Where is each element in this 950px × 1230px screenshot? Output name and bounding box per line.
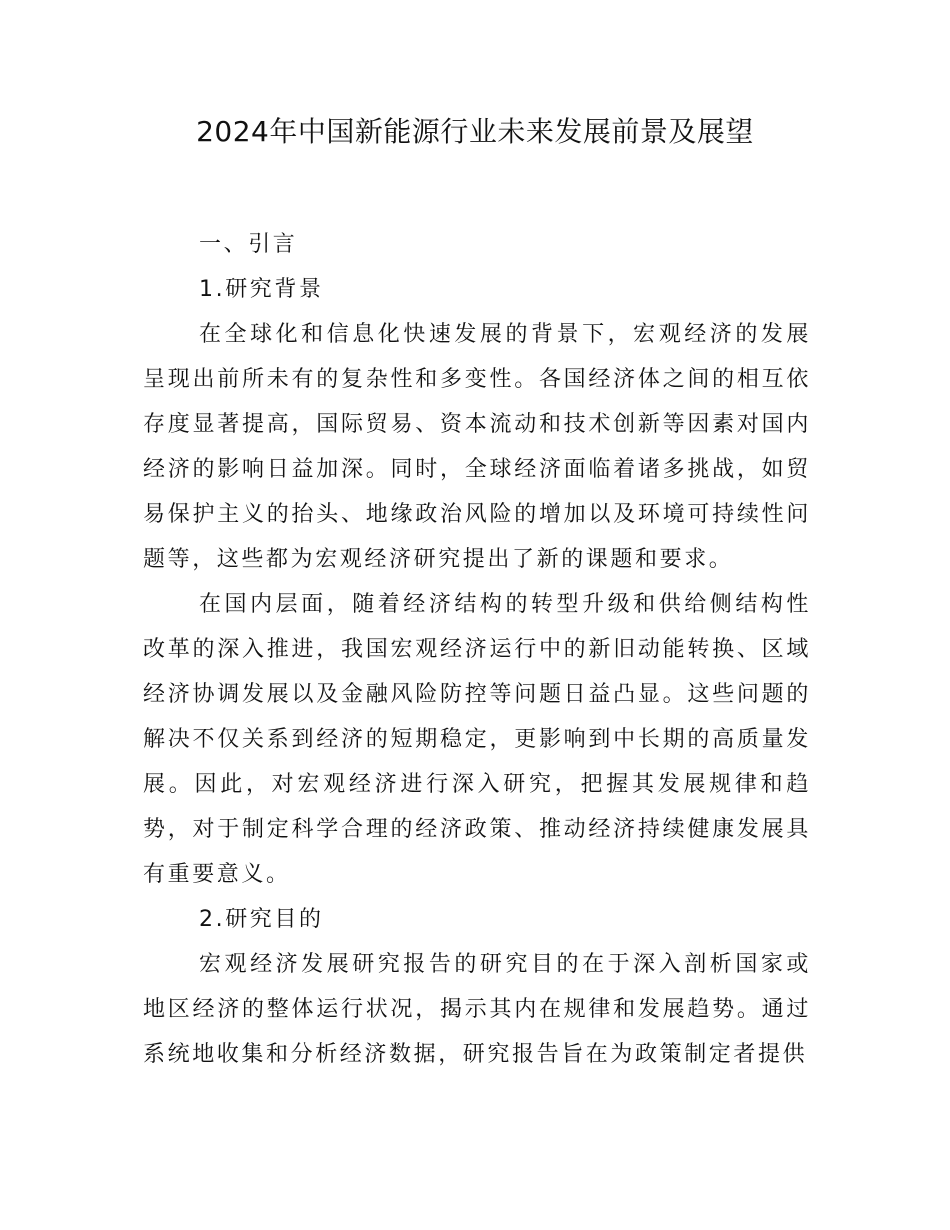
paragraph-purpose: 宏观经济发展研究报告的研究目的在于深入剖析国家或地区经济的整体运行状况，揭示其内在规律和发展趋势。通过系统地收集和分析经济数据，研究报告旨在为政策制定者提供 bbox=[143, 952, 811, 1067]
document-body bbox=[143, 222, 811, 1077]
subsection-heading-research-background: 1.研究背景 bbox=[199, 277, 324, 302]
paragraph-background-domestic: 在国内层面，随着经济结构的转型升级和供给侧结构性改革的深入推进，我国宏观经济运行中的新旧动能转换、区域经济协调发展以及金融风险防控等问题日益凸显。这些问题的解决不仅关系到经济的短期稳定，更影响到中长期的高质量发展。因此，对宏观经济进行深入研究，把握其发展规律和趋势，对于制定科学合理的经济政策、推动经济持续健康发展具有重要意义。 bbox=[143, 592, 811, 887]
paragraph-background-global: 在全球化和信息化快速发展的背景下，宏观经济的发展呈现出前所未有的复杂性和多变性。各国经济体之间的相互依存度显著提高，国际贸易、资本流动和技术创新等因素对国内经济的影响日益加深。同时，全球经济面临着诸多挑战，如贸易保护主义的抬头、地缘政治风险的增加以及环境可持续性问题等，这些都为宏观经济研究提出了新的课题和要求。 bbox=[143, 322, 811, 572]
section-heading-introduction: 一、引言 bbox=[199, 232, 298, 257]
subsection-heading-research-purpose: 2.研究目的 bbox=[199, 907, 324, 932]
document-title: 2024年中国新能源行业未来发展前景及展望 bbox=[196, 115, 754, 148]
